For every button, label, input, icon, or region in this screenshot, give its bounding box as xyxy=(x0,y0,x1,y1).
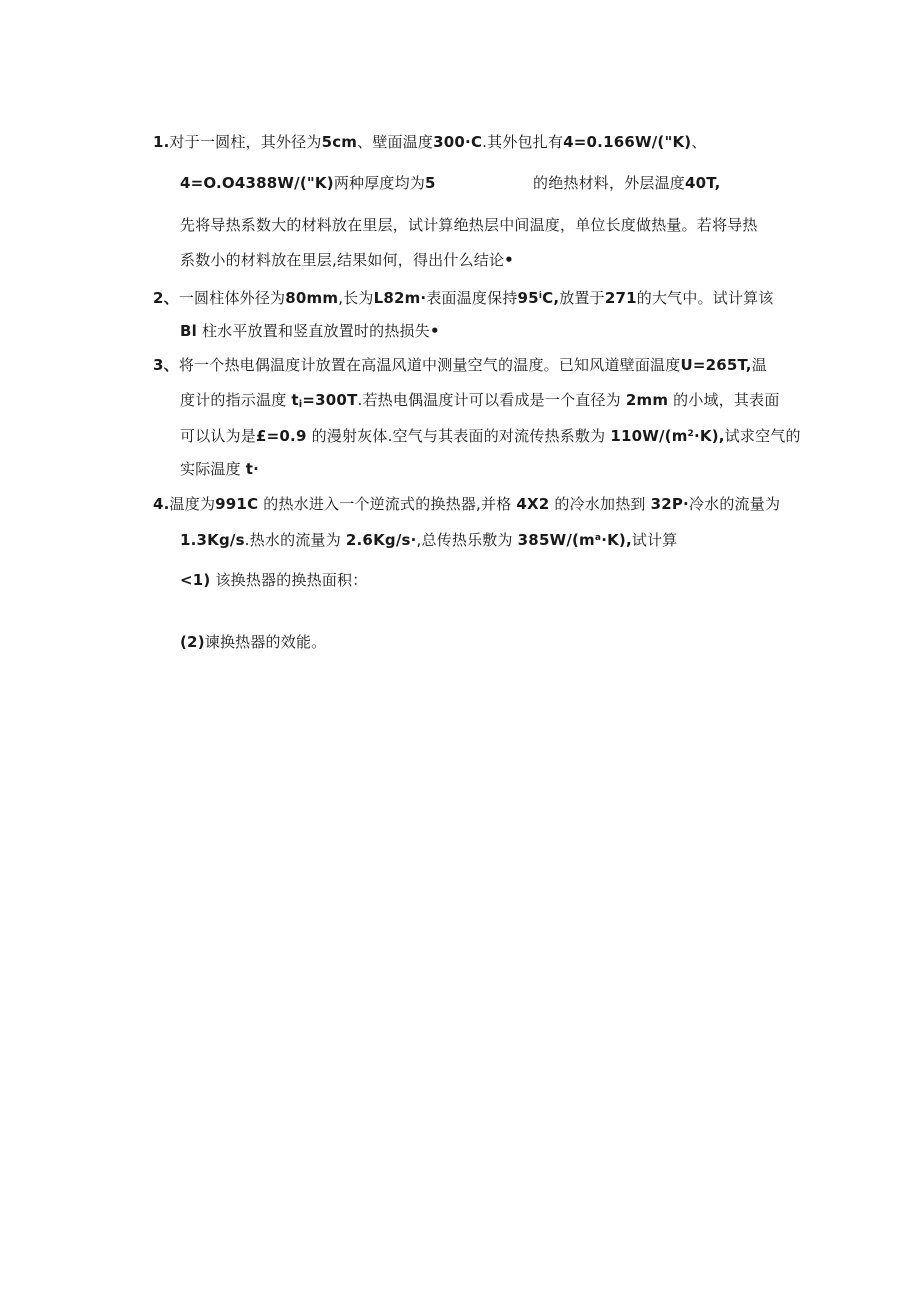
problem-2-line-1: 2、一圆柱体外径为80mm,长为L82m·表面温度保持95$^i$C,放置于271的大气中。试计算该 xyxy=(153,289,774,307)
problem-1-line-2b: 的绝热材料，外层温度40T, xyxy=(533,174,721,192)
problem-3-line-1: 3、将一个热电偶温度计放置在高温风道中测量空气的温度。已知风道壁面温度U=265T,温 xyxy=(153,356,767,374)
problem-3-line-4: 实际温度 t· xyxy=(180,460,260,478)
problem-1-line-1: 1.对于一圆柱，其外径为5cm、壁面温度300·C.其外包扎有4=0.166W/("K)、 xyxy=(153,133,707,151)
problem-1-line-2: 4=O.O4388W/("K)两种厚度均为5 xyxy=(180,174,436,192)
problem-4-subquestion-1: <1) 该换热器的换热面积： xyxy=(180,571,368,589)
problem-1-line-4: 系数小的材料放在里层,结果如何，得出什么结论• xyxy=(180,251,514,269)
problem-1-line-3: 先将导热系数大的材料放在里层，试计算绝热层中间温度，单位长度做热量。若将导热 xyxy=(180,216,758,234)
problem-4-line-2: 1.3Kg/s.热水的流量为 2.6Kg/s·,总传热乐敷为 $385W/(m^a\cdot K)$,试计算 xyxy=(180,531,678,549)
problem-4-line-1: 4.温度为991C 的热水进入一个逆流式的换热器,并格 4X2 的冷水加热到 32P·冷水的流量为 xyxy=(153,495,781,513)
problem-3-line-2: 度计的指示温度 $t_i=300T$.若热电偶温度计可以看成是一个直径为 2mm 的小域，其表面 xyxy=(180,391,780,410)
problem-4-subquestion-2: (2)谏换热器的效能。 xyxy=(180,633,327,651)
problem-3-line-3: 可以认为是£=0.9 的漫射灰体.空气与其表面的对流传热系敷为 $110W/(m^2\cdot K)$,试求空气的 xyxy=(180,427,801,445)
problem-2-line-2: Bl 柱水平放置和竖直放置时的热损失• xyxy=(180,322,440,340)
